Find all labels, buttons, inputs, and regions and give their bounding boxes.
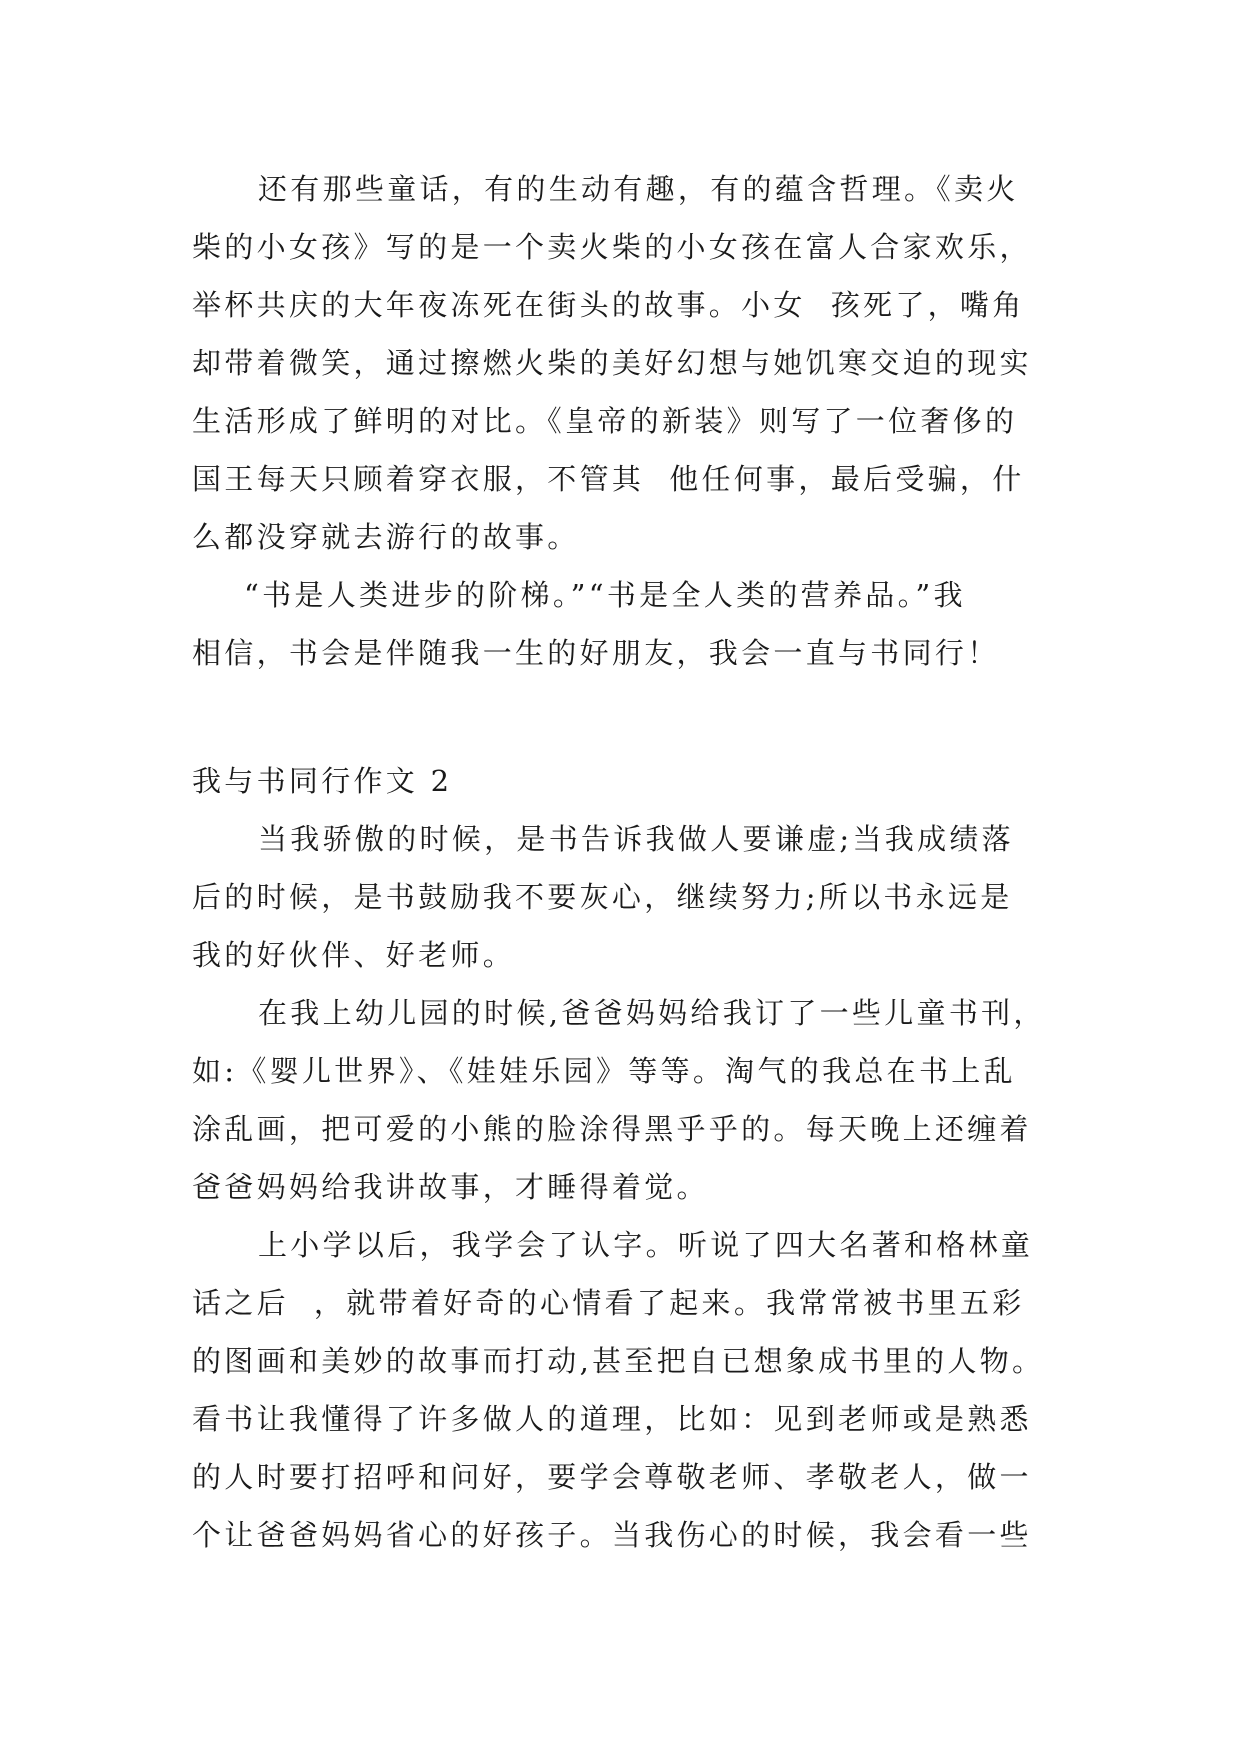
paragraph-kindergarten [192, 984, 1052, 1216]
text-line: 当我骄傲的时候，是书告诉我做人要谦虚;当我成绩落 [258, 822, 1014, 856]
text-line: 话之后 ，就带着好奇的心情看了起来。我常常被书里五彩 [192, 1286, 1025, 1320]
text-line: 生活形成了鲜明的对比。《皇帝的新装》则写了一位奢侈的 [192, 404, 1018, 438]
text-line: 柴的小女孩》写的是一个卖火柴的小女孩在富人合家欢乐， [192, 230, 1032, 264]
text-line: 看书让我懂得了许多做人的道理，比如：见到老师或是熟悉 [192, 1402, 1032, 1436]
text-line: 如:《婴儿世界》、《娃娃乐园》等等。淘气的我总在书上乱 [192, 1054, 1016, 1088]
text-line: 却带着微笑，通过擦燃火柴的美好幻想与她饥寒交迫的现实 [192, 346, 1032, 380]
paragraph-pride [192, 810, 1052, 984]
text-line: 的图画和美妙的故事而打动,甚至把自已想象成书里的人物。 [192, 1344, 1045, 1378]
text-line: 上小学以后，我学会了认字。听说了四大名著和格林童 [258, 1228, 1034, 1262]
text-line: 爸爸妈妈给我讲故事，才睡得着觉。 [192, 1170, 709, 1204]
text-line: 国王每天只顾着穿衣服，不管其 他任何事，最后受骗，什 [192, 462, 1025, 496]
text-line: 相信，书会是伴随我一生的好朋友，我会一直与书同行！ [192, 636, 1000, 670]
text-line: 涂乱画，把可爱的小熊的脸涂得黑乎乎的。每天晚上还缠着 [192, 1112, 1032, 1146]
text-line: 在我上幼儿园的时候,爸爸妈妈给我订了一些儿童书刊， [258, 996, 1046, 1030]
text-line: 我的好伙伴、好老师。 [192, 938, 516, 972]
paragraph-fairy-tales [192, 160, 1052, 566]
section-gap [192, 682, 1052, 752]
paragraph-book-quotes [192, 566, 1052, 682]
text-line: 后的时候，是书鼓励我不要灰心，继续努力;所以书永远是 [192, 880, 1013, 914]
essay-title: 我与书同行作文 2 [192, 764, 453, 798]
text-line: 还有那些童话，有的生动有趣，有的蕴含哲理。《卖火 [258, 172, 1019, 206]
paragraph-primary-school [192, 1216, 1052, 1564]
text-line: 么都没穿就去游行的故事。 [192, 520, 580, 554]
text-line: 个让爸爸妈妈省心的好孩子。当我伤心的时候，我会看一些 [192, 1518, 1032, 1552]
text-line: 举杯共庆的大年夜冻死在街头的故事。小女 孩死了，嘴角 [192, 288, 1025, 322]
text-line: 的人时要打招呼和问好，要学会尊敬老师、孝敬老人，做一 [192, 1460, 1032, 1494]
text-line: “书是人类进步的阶梯。”“书是全人类的营养品。”我 [244, 578, 966, 612]
document-page [192, 160, 1052, 1564]
